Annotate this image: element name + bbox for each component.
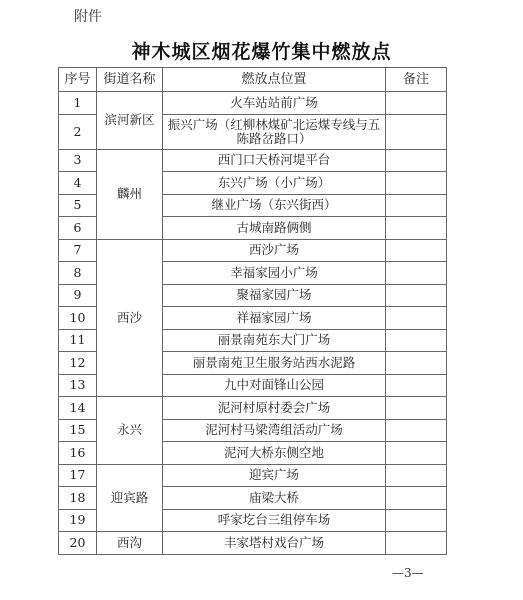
remark-cell: [386, 239, 447, 262]
serial-number-cell: 18: [59, 487, 97, 510]
remark-cell: [386, 217, 447, 240]
table-row: [59, 149, 447, 172]
header-remark: 备注: [386, 68, 447, 92]
serial-number-cell: 5: [59, 194, 97, 217]
serial-number-cell: 6: [59, 217, 97, 240]
location-cell: 泥河村原村委会广场: [163, 397, 386, 420]
serial-number-cell: 7: [59, 239, 97, 262]
remark-cell: [386, 284, 447, 307]
table-header-row: [59, 68, 447, 92]
remark-cell: [386, 352, 447, 375]
attachment-label: 附件: [74, 9, 102, 25]
serial-number-cell: 13: [59, 374, 97, 397]
remark-cell: [386, 464, 447, 487]
remark-cell: [386, 419, 447, 442]
remark-cell: [386, 442, 447, 465]
table-row: [59, 92, 447, 115]
street-name-cell: 滨河新区: [97, 92, 163, 150]
serial-number-cell: 11: [59, 329, 97, 352]
table-row: [59, 239, 447, 262]
remark-cell: [386, 262, 447, 285]
table-row: [59, 397, 447, 420]
page-number: —3—: [392, 566, 424, 580]
remark-cell: [386, 194, 447, 217]
location-cell: 丽景南苑卫生服务站西水泥路: [163, 352, 386, 375]
location-cell: 聚福家园广场: [163, 284, 386, 307]
remark-cell: [386, 397, 447, 420]
serial-number-cell: 20: [59, 532, 97, 555]
remark-cell: [386, 307, 447, 330]
location-cell: 九中对面锋山公园: [163, 374, 386, 397]
remark-cell: [386, 114, 447, 149]
serial-number-cell: 14: [59, 397, 97, 420]
remark-cell: [386, 172, 447, 195]
table-row: [59, 464, 447, 487]
document-title: 神木城区烟花爆竹集中燃放点: [131, 41, 392, 63]
serial-number-cell: 3: [59, 149, 97, 172]
location-cell: 泥河大桥东侧空地: [163, 442, 386, 465]
serial-number-cell: 12: [59, 352, 97, 375]
serial-number-cell: 17: [59, 464, 97, 487]
fireworks-locations-table: [58, 67, 447, 555]
location-cell: 泥河村马梁湾组活动广场: [163, 419, 386, 442]
serial-number-cell: 16: [59, 442, 97, 465]
serial-number-cell: 1: [59, 92, 97, 115]
serial-number-cell: 4: [59, 172, 97, 195]
location-cell: 丽景南苑东大门广场: [163, 329, 386, 352]
street-name-cell: 西沟: [97, 532, 163, 555]
location-cell: 西沙广场: [163, 239, 386, 262]
remark-cell: [386, 532, 447, 555]
header-street-name: 街道名称: [97, 68, 163, 92]
street-name-cell: 麟州: [97, 149, 163, 239]
table-row: [59, 532, 447, 555]
street-name-cell: 西沙: [97, 239, 163, 397]
location-cell: 迎宾广场: [163, 464, 386, 487]
location-cell: 东兴广场（小广场）: [163, 172, 386, 195]
location-cell: 火车站站前广场: [163, 92, 386, 115]
serial-number-cell: 15: [59, 419, 97, 442]
serial-number-cell: 8: [59, 262, 97, 285]
location-cell: 继业广场（东兴街西）: [163, 194, 386, 217]
location-cell: 幸福家园小广场: [163, 262, 386, 285]
street-name-cell: 永兴: [97, 397, 163, 465]
header-location: 燃放点位置: [163, 68, 386, 92]
serial-number-cell: 10: [59, 307, 97, 330]
serial-number-cell: 9: [59, 284, 97, 307]
location-cell: 西门口天桥河堤平台: [163, 149, 386, 172]
remark-cell: [386, 149, 447, 172]
serial-number-cell: 2: [59, 114, 97, 149]
location-cell: 丰家塔村戏台广场: [163, 532, 386, 555]
remark-cell: [386, 329, 447, 352]
remark-cell: [386, 509, 447, 532]
location-cell: 振兴广场（红柳林煤矿北运煤专线与五陈路岔路口）: [163, 114, 386, 149]
location-cell: 古城南路俩侧: [163, 217, 386, 240]
location-cell: 庙梁大桥: [163, 487, 386, 510]
remark-cell: [386, 374, 447, 397]
remark-cell: [386, 92, 447, 115]
street-name-cell: 迎宾路: [97, 464, 163, 532]
remark-cell: [386, 487, 447, 510]
serial-number-cell: 19: [59, 509, 97, 532]
location-cell: 呼家圪台三组停车场: [163, 509, 386, 532]
location-cell: 祥福家园广场: [163, 307, 386, 330]
header-serial-number: 序号: [59, 68, 97, 92]
